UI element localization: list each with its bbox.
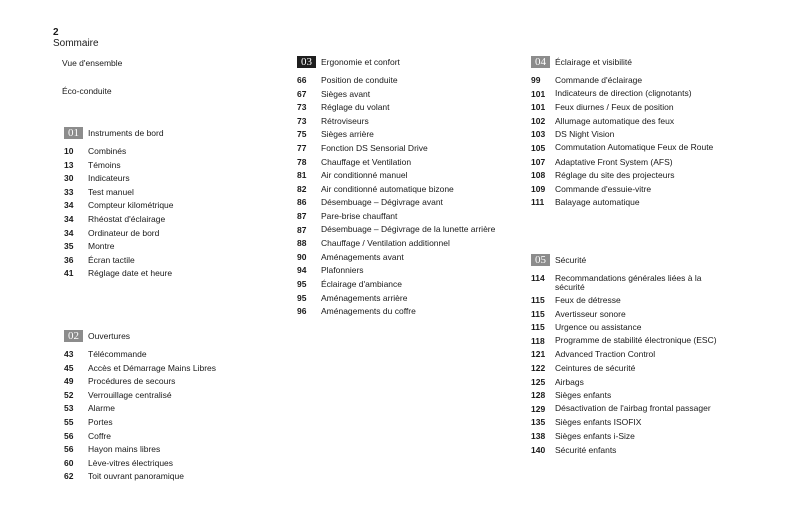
toc-entry[interactable]: [531, 169, 761, 183]
toc-entry[interactable]: [531, 88, 761, 102]
toc-entry-label: Coffre: [88, 430, 111, 441]
toc-entry-label: Commande d'éclairage: [555, 75, 643, 85]
toc-entry-page: 34: [64, 227, 74, 238]
toc-entry-label: Réglage date et heure: [88, 268, 173, 279]
toc-entry[interactable]: [64, 362, 264, 376]
toc-entry[interactable]: [531, 115, 761, 129]
toc-entry[interactable]: [297, 196, 507, 210]
toc-entry-label: Rhéostat d'éclairage: [88, 213, 166, 224]
toc-entry-page: 10: [64, 146, 74, 156]
section-header[interactable]: [531, 56, 761, 68]
toc-entry-page: 67: [297, 88, 307, 99]
toc-entry[interactable]: [531, 183, 761, 197]
toc-entry-label: Advanced Traction Control: [555, 349, 656, 360]
section-04: [531, 56, 761, 210]
toc-entry-label: Pare-brise chauffant: [321, 210, 398, 221]
toc-entry-page: 125: [531, 376, 546, 387]
toc-entry-page: 129: [531, 403, 546, 414]
toc-entry-label: Sièges enfants i-Size: [555, 430, 635, 441]
toc-entry[interactable]: [297, 142, 507, 156]
toc-entry[interactable]: [64, 227, 264, 241]
toc-entry-label: Sécurité enfants: [555, 444, 617, 455]
toc-entry[interactable]: [297, 210, 507, 224]
toc-entry-page: 135: [531, 417, 546, 428]
section-number-badge: 03: [297, 56, 316, 68]
toc-entry[interactable]: [64, 470, 264, 484]
toc-entry-label: Test manuel: [88, 186, 134, 197]
toc-entry-page: 103: [531, 129, 546, 140]
toc-entry-label: Écran tactile: [88, 254, 135, 265]
toc-entry-label: Air conditionné automatique bizone: [321, 183, 454, 194]
toc-entry[interactable]: [531, 335, 731, 349]
toc-entry-page: 99: [531, 75, 541, 85]
toc-entry[interactable]: [297, 237, 507, 251]
toc-entry[interactable]: [297, 88, 507, 102]
toc-entry[interactable]: [297, 278, 507, 292]
toc-entry-label: Télécommande: [88, 349, 147, 359]
toc-entry-page: 101: [531, 88, 546, 99]
toc-entry-page: 128: [531, 390, 546, 401]
toc-entry-page: 62: [64, 471, 74, 482]
section-number-badge: 04: [531, 56, 550, 68]
section-number-badge: 01: [64, 127, 83, 139]
toc-entry[interactable]: [64, 389, 264, 403]
toc-entry-page: 43: [64, 349, 74, 359]
toc-entry[interactable]: [531, 389, 731, 403]
toc-entry[interactable]: [64, 267, 264, 281]
toc-entry[interactable]: [297, 101, 507, 115]
toc-entry-label: Réglage du volant: [321, 102, 390, 113]
toc-entry-label: Urgence ou assistance: [555, 322, 642, 333]
toc-entry-label: Fonction DS Sensorial Drive: [321, 142, 428, 153]
toc-entry[interactable]: [531, 294, 731, 308]
section-entries: [531, 74, 761, 210]
toc-entry[interactable]: [64, 443, 264, 457]
toc-entry-page: 107: [531, 156, 546, 167]
toc-entry-page: 109: [531, 183, 546, 194]
toc-entry[interactable]: [64, 430, 264, 444]
toc-entry[interactable]: [64, 159, 264, 173]
section-entries: [64, 348, 264, 484]
toc-entry-label: Toit ouvrant panoramique: [88, 471, 184, 482]
toc-entry-page: 75: [297, 129, 307, 140]
toc-entry-label: Avertisseur sonore: [555, 308, 626, 319]
toc-entry-label: Air conditionné manuel: [321, 170, 408, 181]
toc-entry-page: 30: [64, 173, 74, 184]
toc-entry-page: 34: [64, 200, 74, 211]
toc-entry[interactable]: [64, 375, 264, 389]
toc-entry-label: Chauffage et Ventilation: [321, 156, 412, 167]
toc-entry[interactable]: [64, 213, 264, 227]
toc-entry-label: Feux de détresse: [555, 295, 621, 305]
toc-entry-page: 77: [297, 142, 307, 153]
toc-entry-page: 49: [64, 376, 74, 387]
toc-entry[interactable]: [531, 416, 731, 430]
toc-entry-label: Témoins: [88, 159, 121, 170]
toc-entry-page: 81: [297, 170, 307, 181]
section-01: [64, 127, 264, 281]
toc-entry-label: Lève-vitres électriques: [88, 457, 174, 468]
toc-entry[interactable]: [531, 128, 761, 142]
toc-entry[interactable]: [64, 254, 264, 268]
toc-entry-page: 73: [297, 102, 307, 113]
toc-entry-label: Ceintures de sécurité: [555, 362, 636, 373]
toc-entry-label: Sièges enfants ISOFIX: [555, 417, 642, 428]
section-header[interactable]: [297, 56, 507, 68]
toc-entry[interactable]: [297, 264, 507, 278]
toc-entry[interactable]: [297, 169, 507, 183]
toc-entry-label: Aménagements arrière: [321, 292, 408, 303]
toc-entry-page: 87: [297, 210, 307, 221]
toc-entry-page: 82: [297, 183, 307, 194]
section-03: [297, 56, 507, 319]
section-title: Ouvertures: [88, 331, 131, 341]
toc-entry-label: Procédures de secours: [88, 376, 176, 387]
section-entries: [297, 74, 507, 319]
toc-entry-label: Désembuage – Dégivrage de la lunette arrière: [321, 224, 496, 235]
section-header[interactable]: [64, 330, 264, 342]
toc-entry[interactable]: [531, 430, 731, 444]
toc-entry-page: 114: [531, 273, 545, 283]
toc-entry-page: 45: [64, 362, 74, 373]
toc-entry-label: Sièges arrière: [321, 129, 374, 140]
toc-entry-label: Désembuage – Dégivrage avant: [321, 197, 443, 208]
section-header[interactable]: [531, 254, 731, 266]
toc-entry-page: 115: [531, 308, 545, 319]
intro-link-overview[interactable]: Vue d'ensemble: [62, 58, 123, 68]
toc-entry[interactable]: [531, 321, 731, 335]
toc-entry-page: 105: [531, 142, 546, 153]
section-entries: [64, 145, 264, 281]
toc-entry-label: Combinés: [88, 146, 127, 156]
toc-entry-label: Plafonniers: [321, 265, 364, 276]
toc-entry-page: 115: [531, 295, 545, 305]
toc-entry[interactable]: [64, 172, 264, 186]
toc-entry-page: 55: [64, 416, 74, 427]
toc-entry-label: Chauffage / Ventilation additionnel: [321, 237, 450, 248]
section-05: [531, 254, 731, 457]
toc-entry-page: 52: [64, 389, 74, 400]
toc-entry[interactable]: [531, 196, 761, 210]
toc-entry[interactable]: [64, 416, 264, 430]
toc-entry-page: 13: [64, 159, 74, 170]
toc-entry-page: 95: [297, 292, 307, 303]
toc-entry[interactable]: [64, 186, 264, 200]
toc-entry-page: 90: [297, 251, 307, 262]
toc-entry-label: Rétroviseurs: [321, 115, 369, 126]
toc-entry-page: 53: [64, 403, 74, 414]
toc-entry-label: Indicateurs: [88, 173, 130, 184]
toc-entry-label: Position de conduite: [321, 75, 398, 85]
toc-entry[interactable]: [531, 362, 731, 376]
toc-entry[interactable]: [297, 183, 507, 197]
toc-entry[interactable]: [531, 74, 761, 88]
toc-entry-page: 94: [297, 265, 307, 276]
toc-entry[interactable]: [297, 128, 507, 142]
toc-entry[interactable]: [531, 376, 731, 390]
toc-entry-page: 88: [297, 238, 307, 249]
toc-entry-label: Ordinateur de bord: [88, 227, 160, 238]
section-title: Éclairage et visibilité: [555, 57, 633, 67]
toc-entry[interactable]: [531, 142, 761, 156]
section-number-badge: 02: [64, 330, 83, 342]
toc-entry[interactable]: [297, 224, 507, 238]
toc-entry-page: 56: [64, 444, 74, 455]
toc-entry-page: 66: [297, 75, 307, 85]
toc-entry-label: Alarme: [88, 403, 115, 414]
toc-entry[interactable]: [64, 402, 264, 416]
toc-entry-page: 36: [64, 254, 74, 265]
toc-entry-label: Portes: [88, 416, 113, 427]
toc-entry[interactable]: [64, 240, 264, 254]
toc-entry-label: Sièges avant: [321, 88, 371, 99]
toc-entry-label: Hayon mains libres: [88, 444, 161, 455]
toc-entry[interactable]: [531, 101, 761, 115]
toc-entry[interactable]: [531, 308, 731, 322]
toc-entry-page: 101: [531, 102, 546, 113]
toc-entry-label: Désactivation de l'airbag frontal passager: [555, 403, 711, 414]
section-02: [64, 330, 264, 484]
toc-entry-label: Indicateurs de direction (clignotants): [555, 88, 692, 99]
toc-entry[interactable]: [297, 156, 507, 170]
toc-entry-label: Commande d'essuie-vitre: [555, 183, 652, 194]
toc-entry-page: 33: [64, 186, 74, 197]
toc-entry-page: 73: [297, 115, 307, 126]
toc-entry-page: 35: [64, 241, 74, 252]
toc-entry-label: Sièges enfants: [555, 390, 612, 401]
toc-entry-page: 102: [531, 115, 546, 126]
toc-entry-label: Accès et Démarrage Mains Libres: [88, 362, 217, 373]
toc-entry[interactable]: [297, 115, 507, 129]
toc-entry[interactable]: [297, 292, 507, 306]
toc-entry-label: Éclairage d'ambiance: [321, 278, 403, 289]
toc-entry-page: 138: [531, 430, 546, 441]
section-entries: [531, 272, 731, 457]
toc-entry[interactable]: [531, 444, 731, 458]
toc-entry[interactable]: [64, 199, 264, 213]
section-title: Sécurité: [555, 255, 587, 265]
toc-entry-page: 118: [531, 335, 545, 346]
toc-entry[interactable]: [64, 348, 264, 362]
toc-entry-page: 122: [531, 362, 546, 373]
toc-entry-page: 115: [531, 322, 545, 333]
toc-entry-label: Airbags: [555, 376, 584, 387]
toc-entry-label: Compteur kilométrique: [88, 200, 174, 211]
section-number-badge: 05: [531, 254, 550, 266]
page-title: Sommaire: [53, 38, 99, 49]
toc-entry-label: Aménagements avant: [321, 251, 404, 262]
toc-entry-label: Allumage automatique des feux: [555, 115, 675, 126]
toc-entry-page: 140: [531, 444, 546, 455]
toc-entry-page: 87: [297, 224, 307, 235]
section-header[interactable]: [64, 127, 264, 139]
toc-entry-page: 111: [531, 197, 545, 208]
toc-entry-label: Recommandations générales liées à la sécurité: [555, 272, 702, 292]
toc-entry-label: Programme de stabilité électronique (ESC): [555, 335, 717, 346]
toc-entry[interactable]: [64, 457, 264, 471]
toc-entry[interactable]: [531, 348, 731, 362]
toc-entry-page: 108: [531, 170, 546, 181]
toc-entry[interactable]: [531, 156, 761, 170]
intro-link-eco-driving[interactable]: Éco-conduite: [62, 86, 112, 96]
toc-entry-label: Montre: [88, 241, 115, 252]
toc-entry-page: 60: [64, 457, 74, 468]
toc-entry[interactable]: [531, 403, 731, 417]
toc-entry-page: 34: [64, 213, 74, 224]
toc-entry-label: Verrouillage centralisé: [88, 389, 172, 400]
toc-entry[interactable]: [531, 272, 731, 294]
toc-entry[interactable]: [297, 251, 507, 265]
toc-entry[interactable]: [297, 74, 507, 88]
toc-entry-page: 56: [64, 430, 74, 441]
toc-entry-label: DS Night Vision: [555, 129, 615, 140]
toc-entry-page: 121: [531, 349, 546, 360]
section-title: Instruments de bord: [88, 128, 164, 138]
toc-entry[interactable]: [297, 305, 507, 319]
toc-entry-label: Aménagements du coffre: [321, 306, 416, 317]
page-number: 2: [53, 27, 59, 38]
toc-entry-label: Commutation Automatique Feux de Route: [555, 142, 714, 153]
toc-entry-label: Adaptative Front System (AFS): [555, 156, 673, 167]
toc-entry-label: Réglage du site des projecteurs: [555, 170, 675, 181]
toc-entry-label: Balayage automatique: [555, 197, 640, 208]
toc-entry[interactable]: [64, 145, 264, 159]
toc-entry-page: 86: [297, 197, 307, 208]
toc-entry-page: 41: [64, 268, 74, 279]
section-title: Ergonomie et confort: [321, 57, 400, 67]
toc-entry-page: 78: [297, 156, 307, 167]
toc-entry-label: Feux diurnes / Feux de position: [555, 102, 674, 113]
toc-entry-page: 96: [297, 306, 307, 317]
toc-entry-page: 95: [297, 278, 307, 289]
